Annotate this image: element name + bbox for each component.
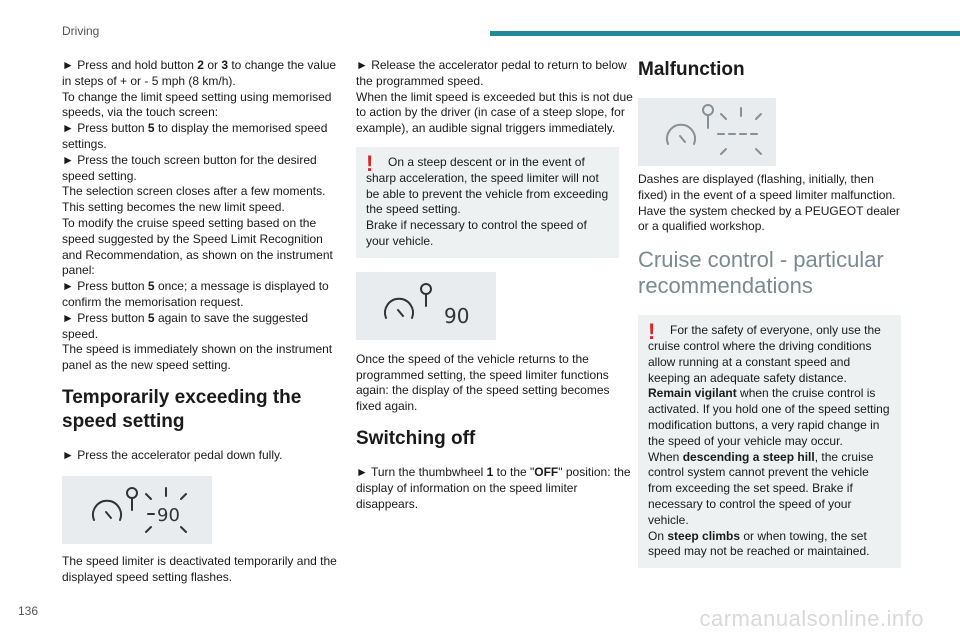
section-title: Driving — [62, 24, 100, 38]
warning-box — [356, 147, 619, 258]
speedometer-icon — [356, 272, 496, 340]
speed-value: 90 — [157, 504, 180, 526]
malfunction-image — [638, 98, 776, 166]
warning-text: On a steep descent or in the event of sharp acceleration, the speed limiter will not be able to prevent the vehicle from exceeding the speed setting. — [366, 154, 609, 217]
section-heading: Temporarily exceeding the speed setting — [62, 386, 302, 432]
speedometer-icon — [62, 476, 212, 544]
paragraph: ► Release the accelerator pedal to return to below the programmed speed. — [356, 58, 627, 88]
page-number: 136 — [18, 604, 39, 618]
column-2 — [356, 58, 634, 512]
limiter-flashing-image — [62, 476, 212, 544]
paragraph: When the limit speed is exceeded but this is not due to action by the driver (in case of a steep slope, for example), an audible signal triggers immediately. — [356, 89, 633, 136]
warning-text: For the safety of everyone, only use the cruise control where the driving conditions allow running at a constant speed and keeping an adequate safety distance. — [648, 323, 881, 385]
warning-icon: ! — [648, 319, 656, 345]
warning-text: On steep climbs or when towing, the set speed may not be reached or maintained. — [648, 528, 870, 559]
paragraph: The speed is immediately shown on the instrument panel as the new speed setting. — [62, 342, 333, 373]
paragraph: To change the limit speed setting using memorised speeds, via the touch screen: — [62, 89, 332, 120]
section-heading: Cruise control - particular recommendations — [638, 247, 884, 299]
speed-value: 90 — [444, 303, 470, 328]
header-rule — [490, 31, 960, 36]
paragraph: ► Press the touch screen button for the desired speed setting. — [62, 152, 317, 183]
watermark: carmanualsonline.info — [699, 606, 924, 631]
warning-text: Remain vigilant when the cruise control is activated. If you hold one of the speed setting modification buttons, a very rapid change in the speed of your vehicle may occur. — [648, 386, 890, 448]
paragraph: Once the speed of the vehicle returns to the programmed setting, the speed limiter functions again: the display of the speed setting becomes fixed again. — [356, 351, 610, 414]
warning-icon: ! — [366, 150, 374, 176]
paragraph: The speed limiter is deactivated temporarily and the displayed speed setting flashes. — [62, 553, 337, 584]
section-heading: Malfunction — [638, 59, 745, 80]
paragraph: The selection screen closes after a few moments. — [62, 184, 326, 199]
paragraph: Have the system checked by a PEUGEOT dealer or a qualified workshop. — [638, 203, 900, 234]
section-heading: Switching off — [356, 427, 476, 449]
warning-text: Brake if necessary to control the speed of your vehicle. — [366, 218, 587, 248]
paragraph: ► Press and hold button 2 or 3 to change the value in steps of + or - 5 mph (8 km/h). — [62, 58, 337, 88]
paragraph: ► Turn the thumbwheel 1 to the "OFF" position: the display of information on the speed limiter disappears. — [356, 464, 631, 511]
paragraph: Dashes are displayed (flashing, initially, then fixed) in the event of a speed limiter malfunction. — [638, 172, 896, 202]
paragraph: ► Press button 5 again to save the suggested speed. — [62, 310, 309, 341]
paragraph: This setting becomes the new limit speed. — [62, 200, 285, 215]
column-1 — [62, 58, 340, 585]
warning-box — [638, 315, 901, 568]
paragraph: ► Press button 5 once; a message is displayed to confirm the memorisation request. — [62, 279, 329, 309]
warning-text: When descending a steep hill, the cruise control system cannot prevent the vehicle from exceeding the set speed. Brake if necessary to control the speed of your vehicle. — [648, 449, 874, 527]
paragraph: ► Press button 5 to display the memorised speed settings. — [62, 121, 328, 151]
speedometer-icon — [638, 98, 776, 166]
paragraph: To modify the cruise speed setting based on the speed suggested by the Speed Limit Recognition and Recommendation, as shown on the instrument panel: — [62, 215, 333, 278]
column-3 — [638, 58, 900, 568]
limiter-fixed-image — [356, 272, 496, 340]
paragraph: ► Press the accelerator pedal down fully. — [62, 447, 283, 462]
